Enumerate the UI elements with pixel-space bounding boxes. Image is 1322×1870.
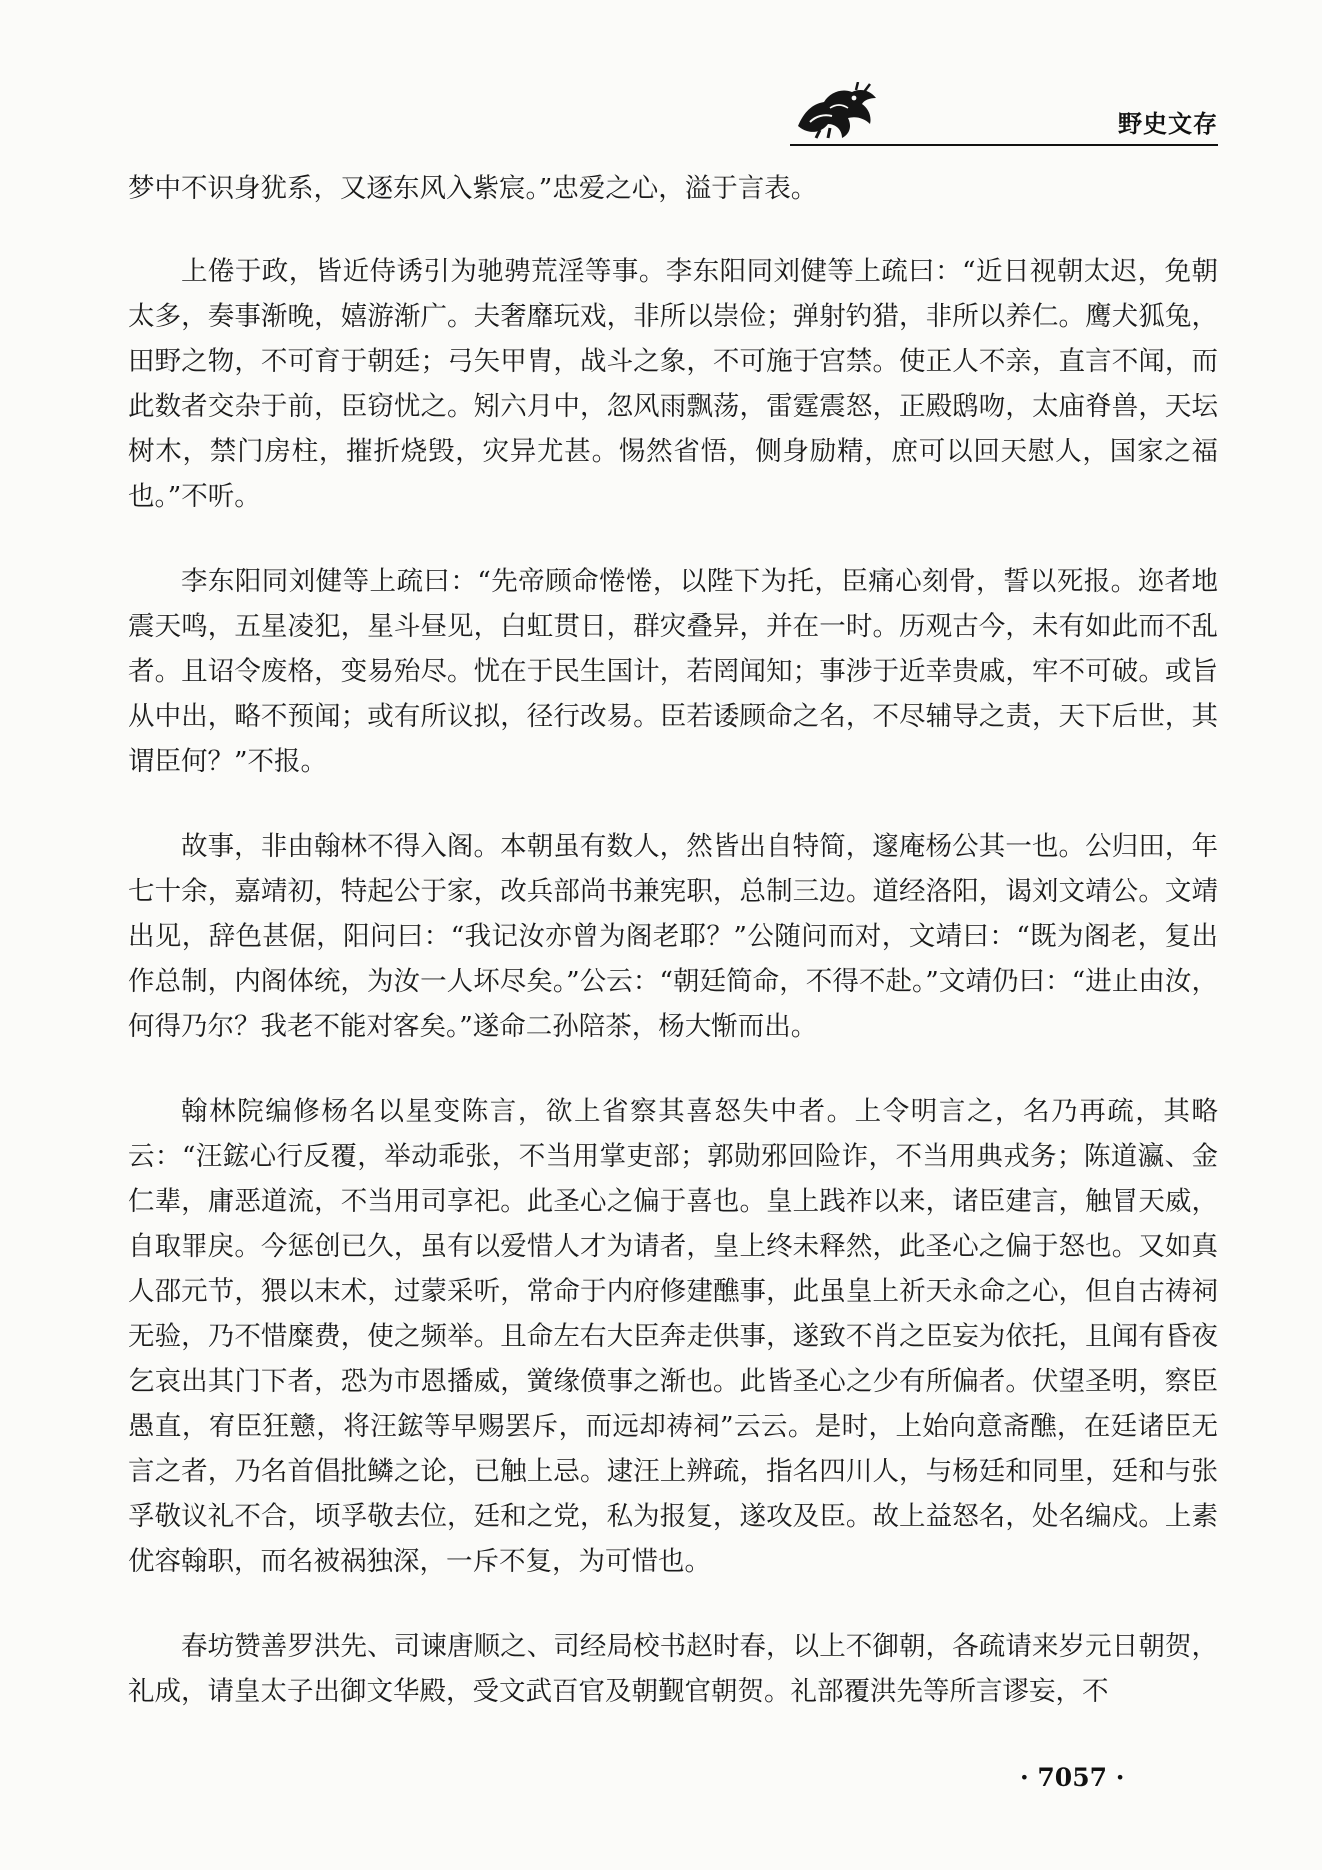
running-header — [790, 82, 1218, 142]
paragraph-5: 翰林院编修杨名以星变陈言，欲上省察其喜怒失中者。上令明言之，名乃再疏，其略云：“汪鋐心行反覆，举动乖张，不当用掌吏部；郭勋邪回险诈，不当用典戎务；陈道瀛、金仁辈，庸恶道流，不当用司享祀。此圣心之偏于喜也。皇上践祚以来，诸臣建言，触冒天威，自取罪戾。今惩创已久，虽有以爱惜人才为请者，皇上终未释然，此圣心之偏于怒也。又如真人邵元节，猥以末术，过蒙采听，常命于内府修建醮事，此虽皇上祈天永命之心，但自古祷祠无验，乃不惜糜费，使之频举。且命左右大臣奔走供事，遂致不肖之臣妄为依托，且闻有昏夜乞哀出其门下者，恐为市恩播威，黉缘偾事之渐也。此皆圣心之少有所偏者。伏望圣明，察臣愚直，宥臣狂戆，将汪鋐等早赐罢斥，而远却祷祠”云云。是时，上始向意斋醮，在廷诸臣无言之者，乃名首倡批鳞之论，已触上忌。逮汪上辨疏，指名四川人，与杨廷和同里，廷和与张孚敬议礼不合，顷孚敬去位，廷和之党，私为报复，遂攻及臣。故上益怒名，处名编戍。上素优容翰职，而名被祸独深，一斥不复，为可惜也。 — [128, 1096, 1218, 1577]
header-rule — [790, 144, 1218, 146]
book-title: 野史文存 — [1118, 110, 1218, 138]
paragraph-1: 梦中不识身犹系，又逐东风入紫宸。”忠爱之心，溢于言表。 — [128, 173, 818, 204]
paragraph-3: 李东阳同刘健等上疏曰：“先帝顾命惓惓，以陛下为托，臣痛心刻骨，誓以死报。迩者地震天鸣，五星凌犯，星斗昼见，白虹贯日，群灾叠异，并在一时。历观古今，未有如此而不乱者。且诏令废格，变易殆尽。忧在于民生国计，若罔闻知；事涉于近幸贵戚，牢不可破。或旨从中出，略不预闻；或有所议拟，径行改易。臣若诿顾命之名，不尽辅导之责，天下后世，其谓臣何？”不报。 — [128, 566, 1218, 777]
paragraph-4: 故事，非由翰林不得入阁。本朝虽有数人，然皆出自特简，邃庵杨公其一也。公归田，年七十余，嘉靖初，特起公于家，改兵部尚书兼宪职，总制三边。道经洛阳，谒刘文靖公。文靖出见，辞色甚倨，阳问曰：“我记汝亦曾为阁老耶？”公随问而对，文靖曰：“既为阁老，复出作总制，内阁体统，为汝一人坏尽矣。”公云：“朝廷简命，不得不赴。”文靖仍曰：“进止由汝，何得乃尔？我老不能对客矣。”遂命二孙陪茶，杨大惭而出。 — [128, 831, 1218, 1042]
dragon-emblem-icon — [790, 82, 882, 142]
body-text — [128, 166, 1218, 1714]
page-number: · 7057 · — [1020, 1763, 1125, 1792]
paragraph-2: 上倦于政，皆近侍诱引为驰骋荒淫等事。李东阳同刘健等上疏曰：“近日视朝太迟，免朝太多，奏事渐晚，嬉游渐广。夫奢靡玩戏，非所以崇俭；弹射钓猎，非所以养仁。鹰犬狐兔，田野之物，不可育于朝廷；弓矢甲胄，战斗之象，不可施于宫禁。使正人不亲，直言不闻，而此数者交杂于前，臣窃忧之。矧六月中，忽风雨飘荡，雷霆震怒，正殿鸱吻，太庙脊兽，天坛树木，禁门房柱，摧折烧毁，灾异尤甚。惕然省悟，侧身励精，庶可以回天慰人，国家之福也。”不听。 — [128, 256, 1218, 512]
paragraph-6: 春坊赞善罗洪先、司谏唐顺之、司经局校书赵时春，以上不御朝，各疏请来岁元日朝贺，礼成，请皇太子出御文华殿，受文武百官及朝觐官朝贺。礼部覆洪先等所言谬妄，不 — [128, 1631, 1218, 1707]
